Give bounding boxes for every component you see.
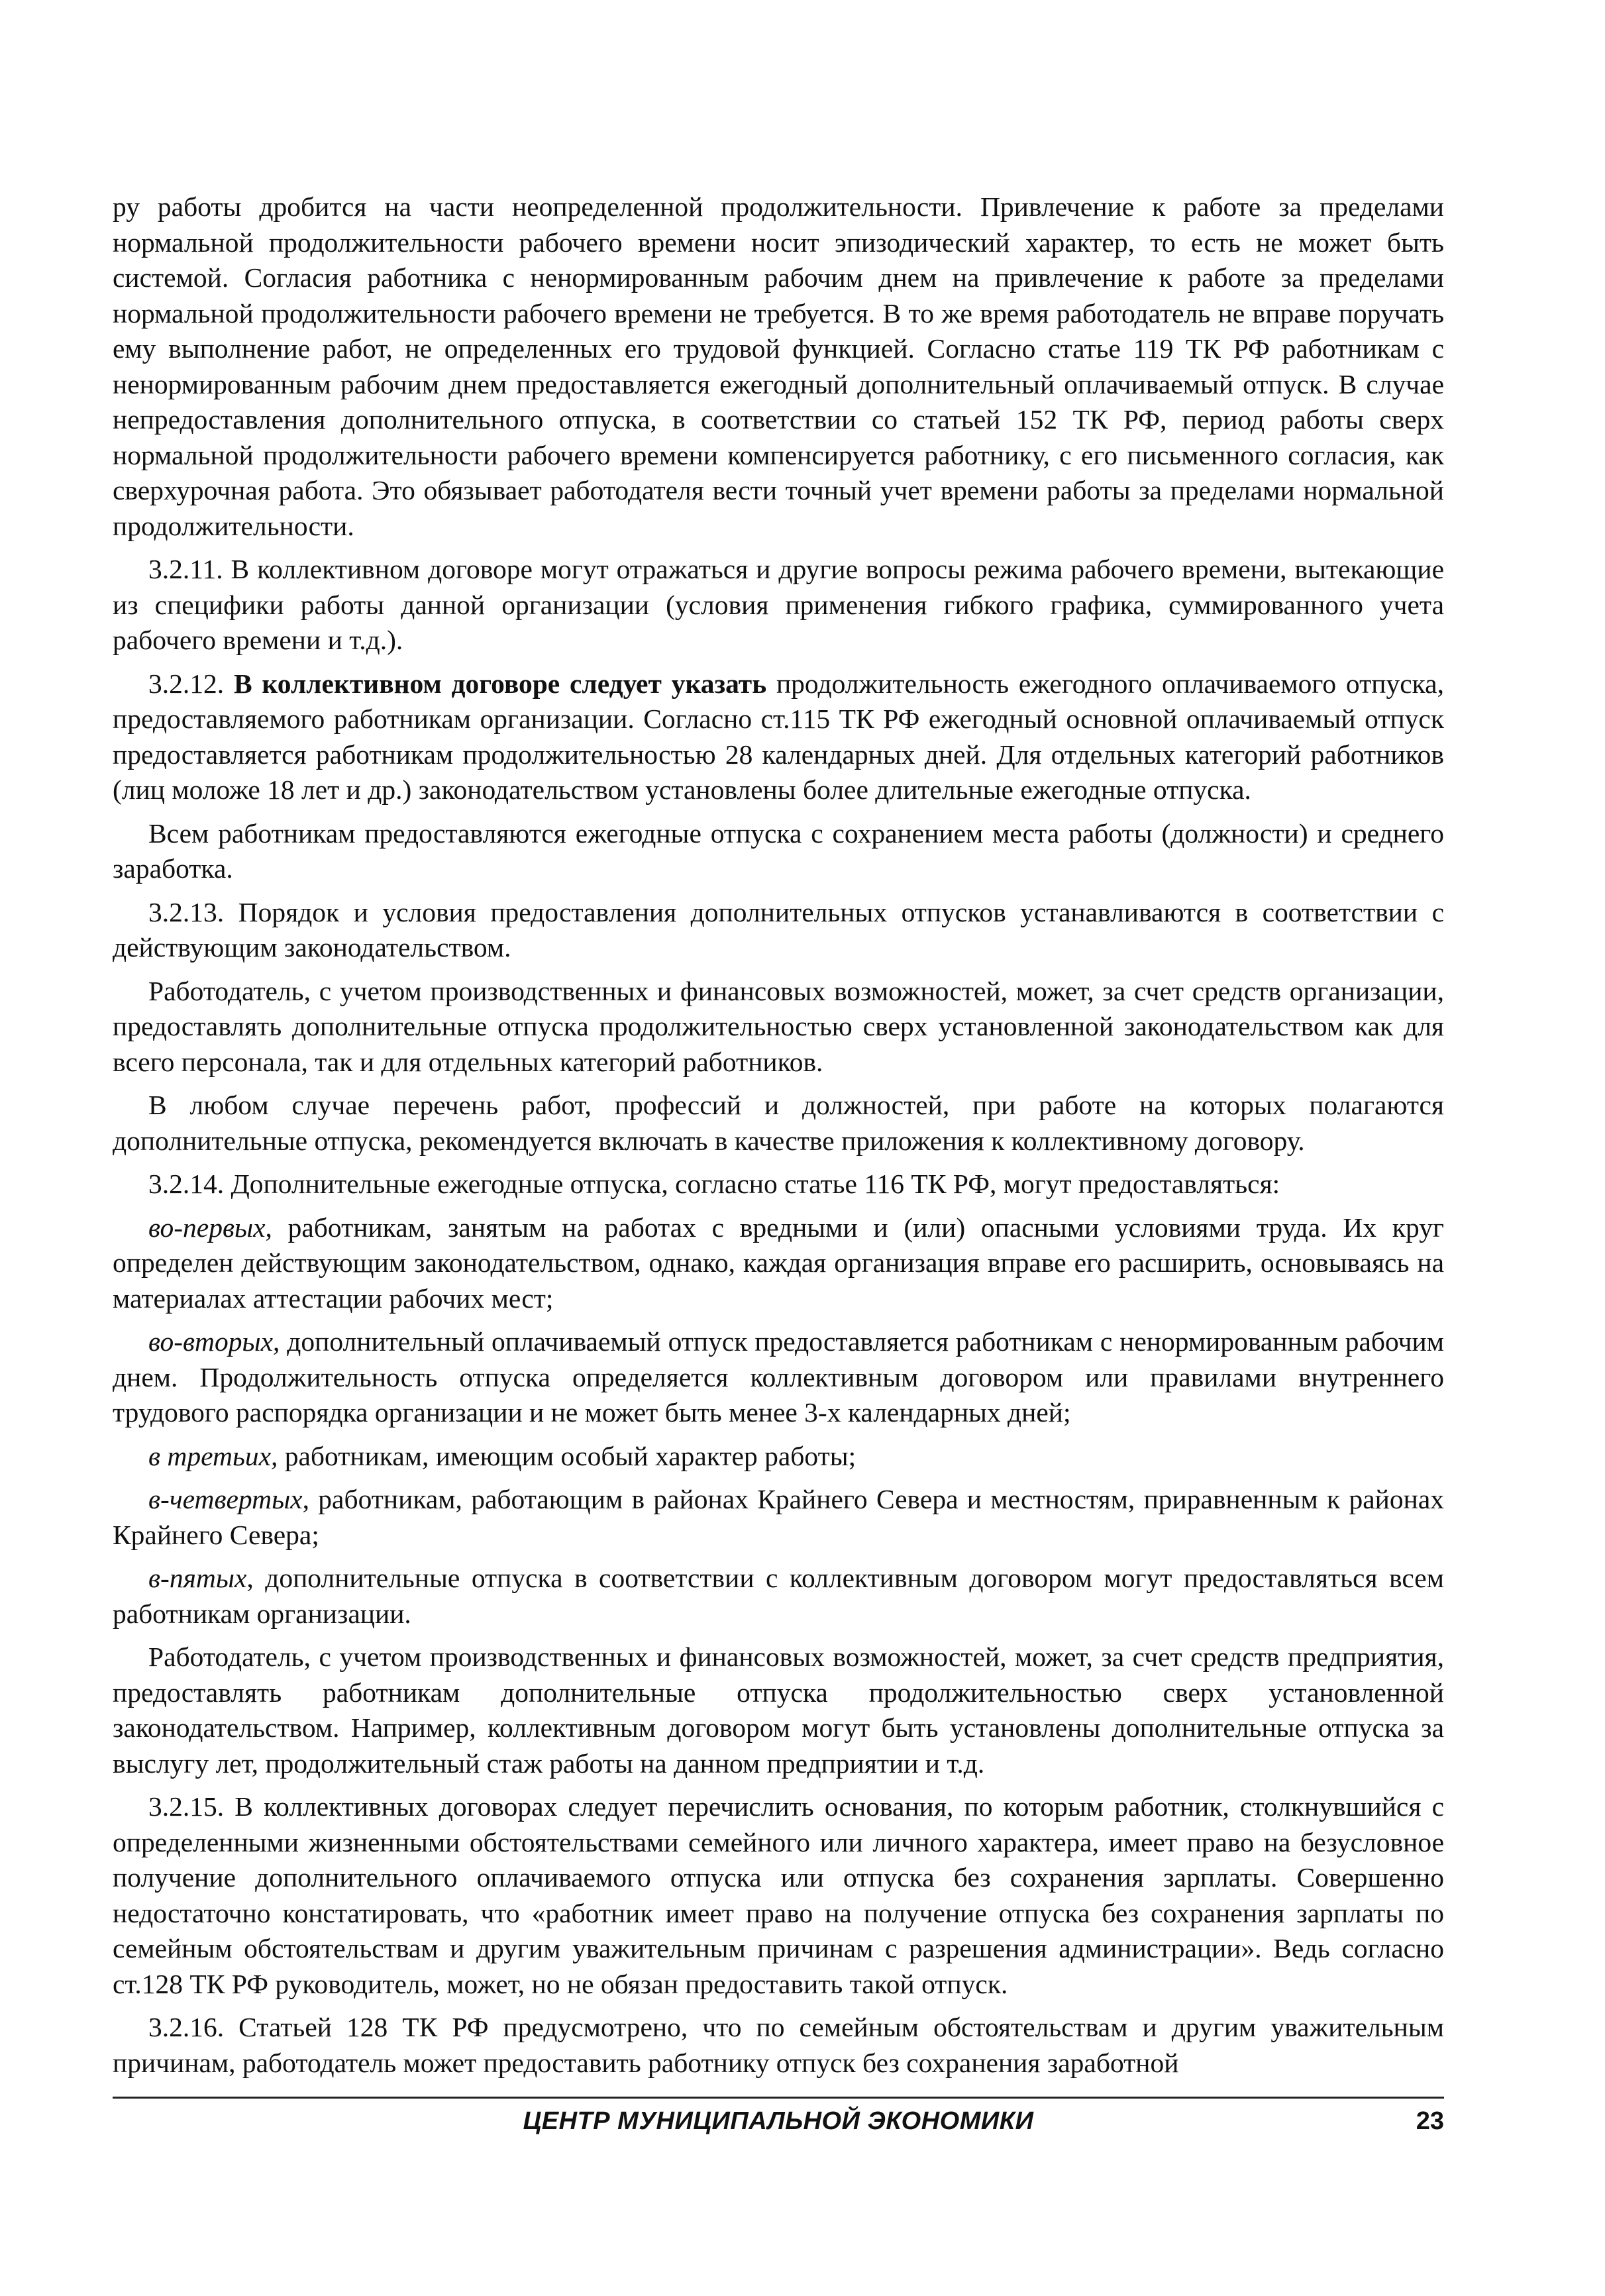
paragraph-continuation xyxy=(113,189,1444,544)
paragraph-fifthly xyxy=(113,1561,1444,1632)
paragraph-text: работникам, имеющим особый характер работы; xyxy=(278,1440,856,1471)
paragraph-bold-phrase: В коллективном договоре следует указать xyxy=(233,668,767,699)
paragraph-text: , дополнительные отпуска в соответствии с коллективным договором могут предоставляться всем работникам организации. xyxy=(113,1563,1444,1629)
paragraph-text: Работодатель, с учетом производственных и финансовых возможностей, может, за счет средств организации, предоставлять дополнительные отпуска продолжительностью сверх установленной законодательством как для всего персонала, так и для отдельных категорий работников. xyxy=(113,975,1444,1077)
paragraph-text: 3.2.14. Дополнительные ежегодные отпуска, согласно статье 116 ТК РФ, могут предоставляться: xyxy=(148,1169,1280,1199)
paragraph-text: 3.2.11. В коллективном договоре могут отражаться и другие вопросы режима рабочего времени, вытекающие из специфики работы данной организации (условия применения гибкого графика, суммированного учета рабочего времени и т.д.). xyxy=(113,554,1444,655)
paragraph-text: 3.2.13. Порядок и условия предоставления дополнительных отпусков устанавливаются в соответствии с действующим законодательством. xyxy=(113,896,1444,963)
paragraph-text: 3.2.15. В коллективных договорах следует перечислить основания, по которым работник, столкнувшийся с определенными жизненными обстоятельствами семейного или личного характера, имеет право на безусловное получение дополнительного оплачиваемого отпуска или отпуска без сохранения зарплаты. Совершенно недостаточно констатировать, что «работник имеет право на получение отпуска без сохранения зарплаты по семейным обстоятельствам и другим уважительным причинам с разрешения администрации». Ведь согласно ст.128 ТК РФ руководитель, может, но не обязан предоставить такой отпуск. xyxy=(113,1791,1444,1999)
page-body xyxy=(113,189,1444,2089)
paragraph-italic-lead: в-четвертых xyxy=(148,1484,303,1514)
paragraph-employer-additional xyxy=(113,974,1444,1080)
paragraph-list-appendix xyxy=(113,1088,1444,1159)
paragraph-text: Работодатель, с учетом производственных и финансовых возможностей, может, за счет средств предприятия, предоставлять работникам дополнительные отпуска продолжительностью сверх установленной законодательством. Например, коллективным договором могут быть установлены дополнительные отпуска за выслугу лет, продолжительный стаж работы на данном предприятии и т.д. xyxy=(113,1642,1444,1779)
paragraph-3-2-14 xyxy=(113,1167,1444,1202)
footer-divider xyxy=(113,2097,1444,2099)
paragraph-text: ру работы дробится на части неопределенной продолжительности. Привлечение к работе за пределами нормальной продолжительности рабочего времени носит эпизодический характер, то есть не может быть системой. Согласия работника с ненормированным рабочим днем на привлечение к работе за пределами нормальной продолжительности рабочего времени не требуется. В то же время работодатель не вправе поручать ему выполнение работ, не определенных его трудовой функцией. Согласно статье 119 ТК РФ работникам с ненормированным рабочим днем предоставляется ежегодный дополнительный оплачиваемый отпуск. В случае непредоставления дополнительного отпуска, в соответствии со статьей 152 ТК РФ, период работы сверх нормальной продолжительности рабочего времени компенсируется работнику, с его письменного согласия, как сверхурочная работа. Это обязывает работодателя вести точный учет времени работы за пределами нормальной продолжительности. xyxy=(113,191,1444,541)
paragraph-firstly xyxy=(113,1210,1444,1317)
paragraph-annual-leave xyxy=(113,816,1444,887)
page-number: 23 xyxy=(1416,2107,1444,2135)
paragraph-lead: 3.2.12. xyxy=(148,668,234,699)
paragraph-italic-lead: в третьих, xyxy=(148,1440,278,1471)
footer-title: ЦЕНТР МУНИЦИПАЛЬНОЙ ЭКОНОМИКИ xyxy=(523,2107,1034,2135)
paragraph-italic-lead: в-пятых xyxy=(148,1563,247,1593)
paragraph-text: , работникам, работающим в районах Крайнего Севера и местностям, приравненным к районах Крайнего Севера; xyxy=(113,1484,1444,1550)
paragraph-italic-lead: во-первых xyxy=(148,1212,266,1243)
paragraph-text: , работникам, занятым на работах с вредными и (или) опасными условиями труда. Их круг определен действующим законодательством, однако, каждая организация вправе его расширить, основываясь на материалах аттестации рабочих мест; xyxy=(113,1212,1444,1314)
paragraph-3-2-13 xyxy=(113,895,1444,966)
paragraph-thirdly xyxy=(113,1439,1444,1475)
paragraph-text: 3.2.16. Статьей 128 ТК РФ предусмотрено, что по семейным обстоятельствам и другим уважительным причинам, работодатель может предоставить работнику отпуск без сохранения заработной xyxy=(113,2012,1444,2078)
paragraph-text: Всем работникам предоставляются ежегодные отпуска с сохранением места работы (должности) и среднего заработка. xyxy=(113,817,1444,884)
paragraph-text: , дополнительный оплачиваемый отпуск предоставляется работникам с ненормированным рабочим днем. Продолжительность отпуска определяется коллективным договором или правилами внутреннего трудового распорядка организации и не может быть менее 3-х календарных дней; xyxy=(113,1326,1444,1428)
paragraph-italic-lead: во-вторых xyxy=(148,1326,274,1357)
paragraph-3-2-16 xyxy=(113,2010,1444,2081)
paragraph-3-2-15 xyxy=(113,1789,1444,2002)
paragraph-text: продолжительность ежегодного оплачиваемого отпуска, предоставляемого работникам организации. Согласно ст.115 ТК РФ ежегодный основной оплачиваемый отпуск предоставляется работникам продолжительностью 28 календарных дней. Для отдельных категорий работников (лиц моложе 18 лет и др.) законодательством установлены более длительные ежегодные отпуска. xyxy=(113,668,1444,805)
paragraph-3-2-11 xyxy=(113,552,1444,658)
paragraph-3-2-12 xyxy=(113,666,1444,808)
paragraph-text: В любом случае перечень работ, профессий и должностей, при работе на которых полагаются дополнительные отпуска, рекомендуется включать в качестве приложения к коллективному договору. xyxy=(113,1090,1444,1156)
paragraph-employer-enterprise xyxy=(113,1640,1444,1781)
paragraph-secondly xyxy=(113,1324,1444,1431)
paragraph-fourthly xyxy=(113,1482,1444,1553)
